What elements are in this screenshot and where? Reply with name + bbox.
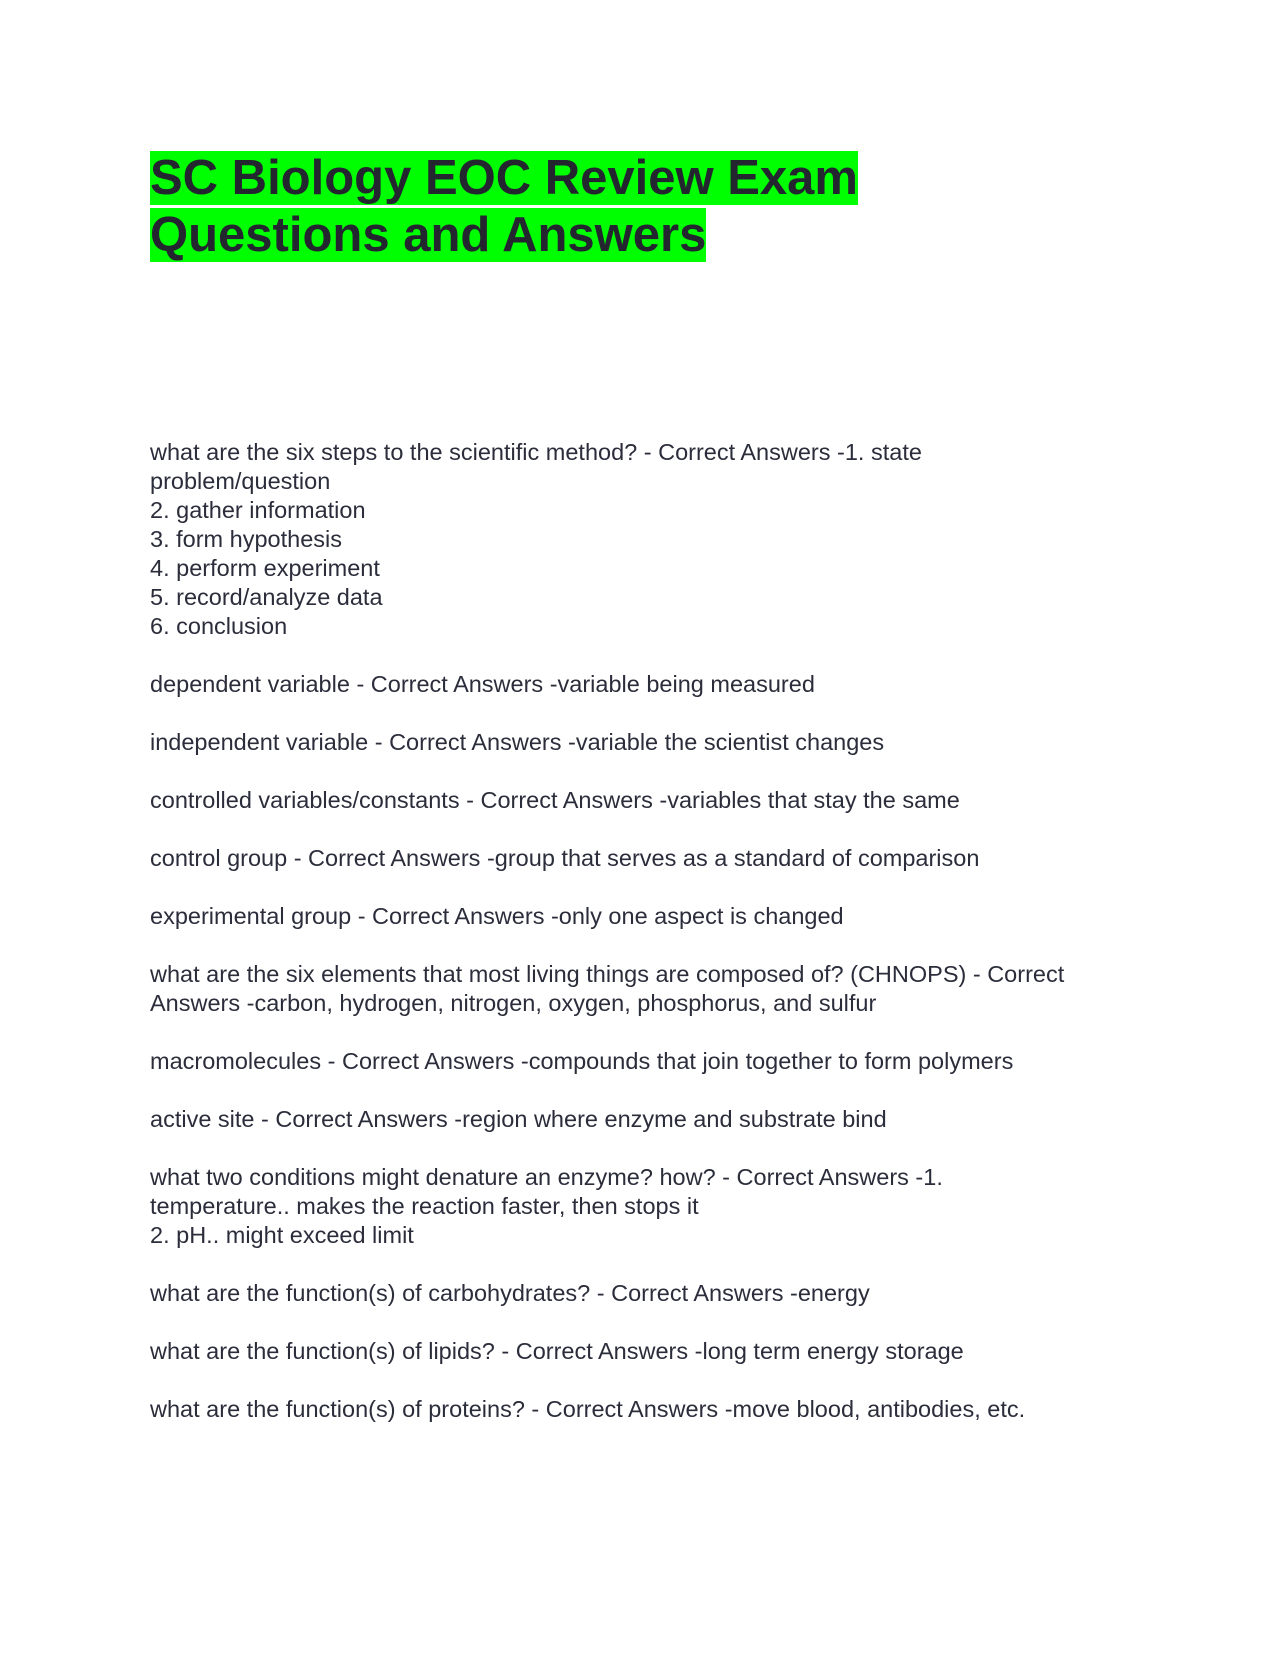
- qa-list: [150, 438, 1140, 1453]
- qa-entry-active-site: active site - Correct Answers -region where enzyme and substrate bind: [150, 1106, 887, 1132]
- qa-entry-controlled-variables: controlled variables/constants - Correct Answers -variables that stay the same: [150, 787, 960, 813]
- qa-entry-chnops: what are the six elements that most living things are composed of? (CHNOPS) - Correct Answers -carbon, hydrogen, nitrogen, oxygen, phosphorus, and sulfur: [150, 961, 1065, 1016]
- page-title: [150, 150, 1050, 264]
- qa-entry-dependent-variable: dependent variable - Correct Answers -variable being measured: [150, 671, 815, 697]
- title-line-1: SC Biology EOC Review Exam: [150, 151, 858, 205]
- qa-entry-proteins: what are the function(s) of proteins? - Correct Answers -move blood, antibodies, etc.: [150, 1396, 1026, 1422]
- title-line-2: Questions and Answers: [150, 208, 707, 262]
- qa-entry-denature-enzyme: what two conditions might denature an enzyme? how? - Correct Answers -1. temperature.. makes the reaction faster, then stops it 2. pH.. might exceed limit: [150, 1164, 943, 1248]
- qa-entry-experimental-group: experimental group - Correct Answers -only one aspect is changed: [150, 903, 844, 929]
- qa-entry-independent-variable: independent variable - Correct Answers -variable the scientist changes: [150, 729, 885, 755]
- qa-entry-macromolecules: macromolecules - Correct Answers -compounds that join together to form polymers: [150, 1048, 1014, 1074]
- qa-entry-control-group: control group - Correct Answers -group that serves as a standard of comparison: [150, 845, 980, 871]
- qa-entry-scientific-method: what are the six steps to the scientific method? - Correct Answers -1. state problem/question 2. gather information 3. form hypothesis 4. perform experiment 5. record/analyze data 6. conclusion: [150, 439, 922, 639]
- qa-entry-carbohydrates: what are the function(s) of carbohydrates? - Correct Answers -energy: [150, 1280, 870, 1306]
- qa-entry-lipids: what are the function(s) of lipids? - Correct Answers -long term energy storage: [150, 1338, 964, 1364]
